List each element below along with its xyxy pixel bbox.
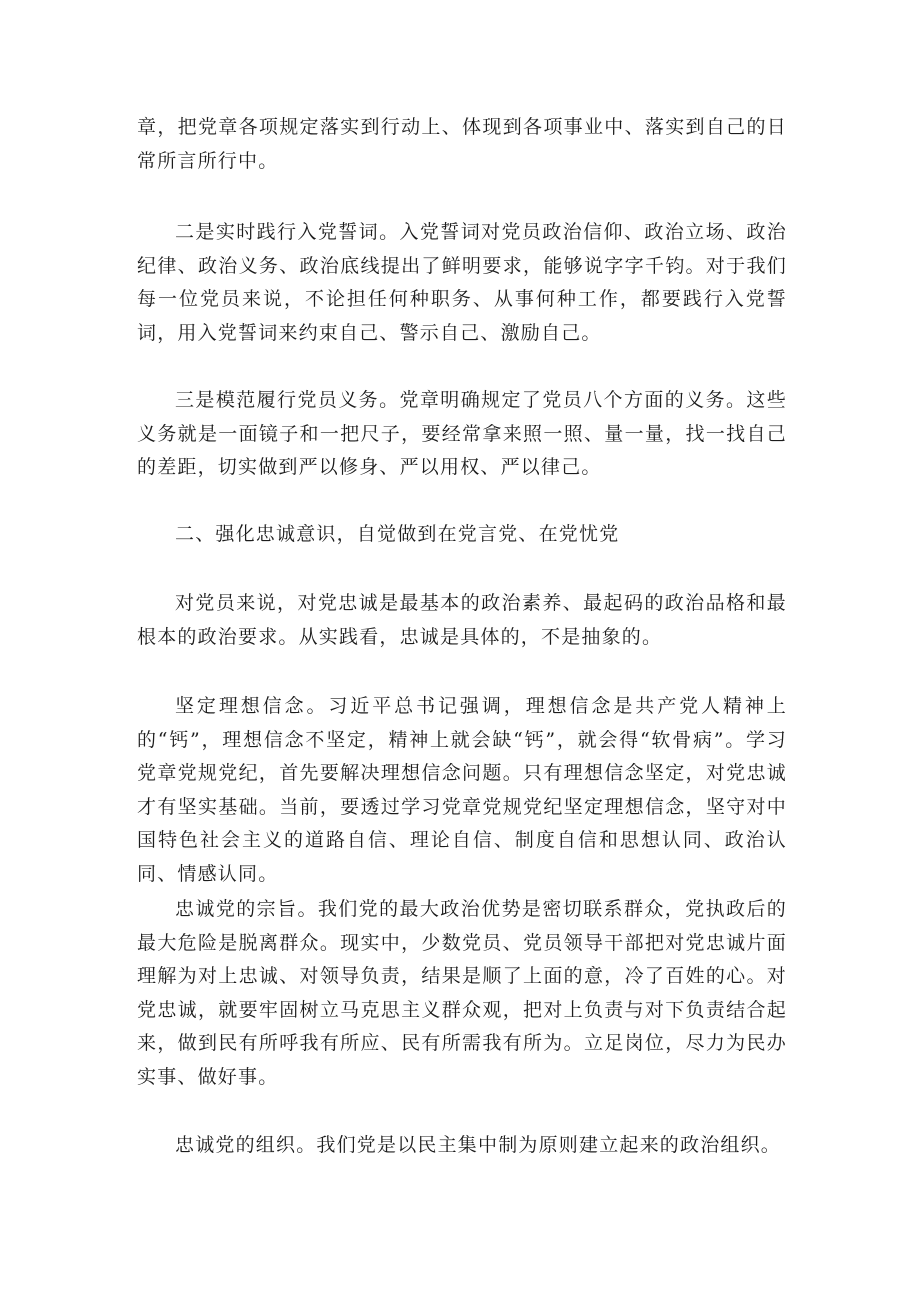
paragraph-7: 忠诚党的组织。我们党是以民主集中制为原则建立起来的政治组织。	[175, 1134, 782, 1156]
section-heading: 二、强化忠诚意识，自觉做到在党言党、在党忧党	[175, 523, 620, 545]
paragraph-2: 二是实时践行入党誓词。入党誓词对党员政治信仰、政治立场、政治纪律、政治义务、政治底线提出了鲜明要求，能够说字字千钧。对于我们每一位党员来说，不论担任何种职务、从事何种工作，都要践行入党誓词，用入党誓词来约束自己、警示自己、激励自己。	[137, 221, 787, 344]
paragraph-3: 三是模范履行党员义务。党章明确规定了党员八个方面的义务。这些义务就是一面镜子和一把尺子，要经常拿来照一照、量一量，找一找自己的差距，切实做到严以修身、严以用权、严以律己。	[137, 389, 787, 478]
paragraph-4: 对党员来说，对党忠诚是最基本的政治素养、最起码的政治品格和最根本的政治要求。从实践看，忠诚是具体的，不是抽象的。	[137, 592, 787, 648]
paragraph-5: 坚定理想信念。习近平总书记强调，理想信念是共产党人精神上的“钙”，理想信念不坚定，精神上就会缺“钙”，就会得“软骨病”。学习党章党规党纪，首先要解决理想信念问题。只有理想信念坚定，对党忠诚才有坚实基础。当前，要透过学习党章党规党纪坚定理想信念，坚守对中国特色社会主义的道路自信、理论自信、制度自信和思想认同、政治认同、情感认同。	[137, 695, 787, 885]
paragraph-6: 忠诚党的宗旨。我们党的最大政治优势是密切联系群众，党执政后的最大危险是脱离群众。现实中，少数党员、党员领导干部把对党忠诚片面理解为对上忠诚、对领导负责，结果是顺了上面的意，冷了百姓的心。对党忠诚，就要牢固树立马克思主义群众观，把对上负责与对下负责结合起来，做到民有所呼我有所应、民有所需我有所为。立足岗位，尽力为民办实事、做好事。	[137, 898, 787, 1088]
paragraph-1: 章，把党章各项规定落实到行动上、体现到各项事业中、落实到自己的日常所言所行中。	[137, 116, 787, 172]
